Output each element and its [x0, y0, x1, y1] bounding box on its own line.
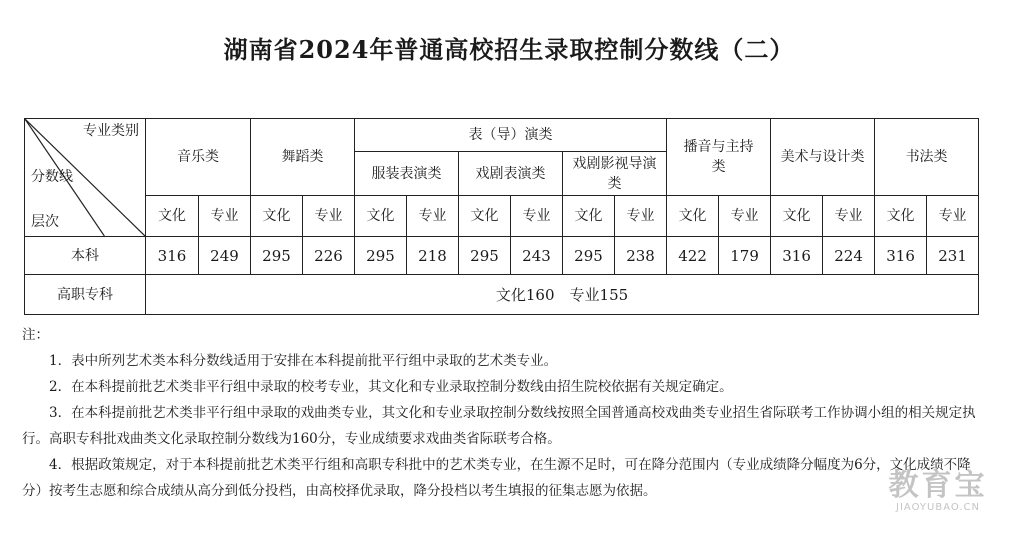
- vocational-score-cell: 文化160 专业155: [146, 275, 979, 315]
- col-label-culture: 文化: [251, 196, 303, 237]
- group-header-broadcast-text: 播音与主持类: [683, 139, 754, 175]
- col-label-culture: 文化: [459, 196, 511, 237]
- group-header-dance: 舞蹈类: [251, 119, 355, 196]
- score-cell: 224: [823, 237, 875, 275]
- group-header-broadcast: [667, 119, 771, 196]
- col-label-major: 专业: [927, 196, 979, 237]
- col-label-major: 专业: [823, 196, 875, 237]
- subgroup-header-film: [563, 152, 667, 196]
- group-header-music: 音乐类: [146, 119, 251, 196]
- score-cell: 295: [459, 237, 511, 275]
- score-cell: 316: [875, 237, 927, 275]
- row-label-vocational: 高职专科: [25, 275, 146, 315]
- score-cell: 179: [719, 237, 771, 275]
- score-cell: 316: [771, 237, 823, 275]
- group-header-calligraphy: 书法类: [875, 119, 979, 196]
- col-label-major: 专业: [719, 196, 771, 237]
- notes-heading: 注：: [22, 327, 49, 343]
- notes-section: [22, 322, 982, 504]
- score-cell: 218: [407, 237, 459, 275]
- score-cell: 238: [615, 237, 667, 275]
- col-label-major: 专业: [303, 196, 355, 237]
- col-label-culture: 文化: [667, 196, 719, 237]
- subgroup-header-film-text: 戏剧影视导演类: [572, 155, 657, 192]
- note-item: 1．表中所列艺术类本科分数线适用于安排在本科提前批平行组中录取的艺术类专业。: [49, 353, 558, 369]
- watermark-logo: 教育宝: [888, 468, 988, 503]
- corner-label-category: 专业类别: [83, 123, 139, 139]
- col-label-major: 专业: [407, 196, 459, 237]
- col-label-culture: 文化: [146, 196, 199, 237]
- score-cell: 316: [146, 237, 199, 275]
- score-cell: 231: [927, 237, 979, 275]
- table-row-bachelor: [25, 237, 979, 275]
- col-label-culture: 文化: [563, 196, 615, 237]
- score-cell: 249: [199, 237, 251, 275]
- score-cell: 295: [251, 237, 303, 275]
- score-cell: 422: [667, 237, 719, 275]
- column-label-row: [25, 196, 979, 237]
- score-cell: 295: [563, 237, 615, 275]
- group-header-performance: 表（导）演类: [355, 119, 667, 152]
- watermark: [878, 470, 998, 513]
- note-item: 2．在本科提前批艺术类非平行组中录取的校考专业，其文化和专业录取控制分数线由招生院校依据有关规定确定。: [49, 379, 733, 395]
- row-label-bachelor: 本科: [25, 237, 146, 275]
- col-label-culture: 文化: [355, 196, 407, 237]
- group-header-art-design: 美术与设计类: [771, 119, 875, 196]
- watermark-url: JIAOYUBAO.CN: [896, 502, 980, 513]
- score-cell: 243: [511, 237, 563, 275]
- subgroup-header-drama: 戏剧表演类: [459, 152, 563, 196]
- col-label-major: 专业: [615, 196, 667, 237]
- score-cell: 295: [355, 237, 407, 275]
- col-label-culture: 文化: [771, 196, 823, 237]
- col-label-major: 专业: [199, 196, 251, 237]
- corner-header-cell: [25, 119, 146, 237]
- score-table: [24, 118, 979, 315]
- table-row-vocational: [25, 275, 979, 315]
- score-cell: 226: [303, 237, 355, 275]
- corner-label-level: 层次: [31, 214, 59, 230]
- col-label-culture: 文化: [875, 196, 927, 237]
- note-item: 3．在本科提前批艺术类非平行组中录取的戏曲类专业，其文化和专业录取控制分数线按照全国普通高校戏曲类专业招生省际联考工作协调小组的相关规定执行。高职专科批戏曲类文化录取控制分数线为160分，专业成绩要求戏曲类省际联考合格。: [22, 405, 976, 447]
- corner-label-score: 分数线: [31, 169, 73, 185]
- note-item: 4．根据政策规定，对于本科提前批艺术类平行组和高职专科批中的艺术类专业，在生源不足时，可在降分范围内（专业成绩降分幅度为6分，文化成绩不降分）按考生志愿和综合成绩从高分到低分投档，由高校择优录取，降分投档以考生填报的征集志愿为依据。: [22, 457, 971, 499]
- col-label-major: 专业: [511, 196, 563, 237]
- subgroup-header-costume: 服装表演类: [355, 152, 459, 196]
- page-title: 湖南省2024年普通高校招生录取控制分数线（二）: [223, 35, 795, 64]
